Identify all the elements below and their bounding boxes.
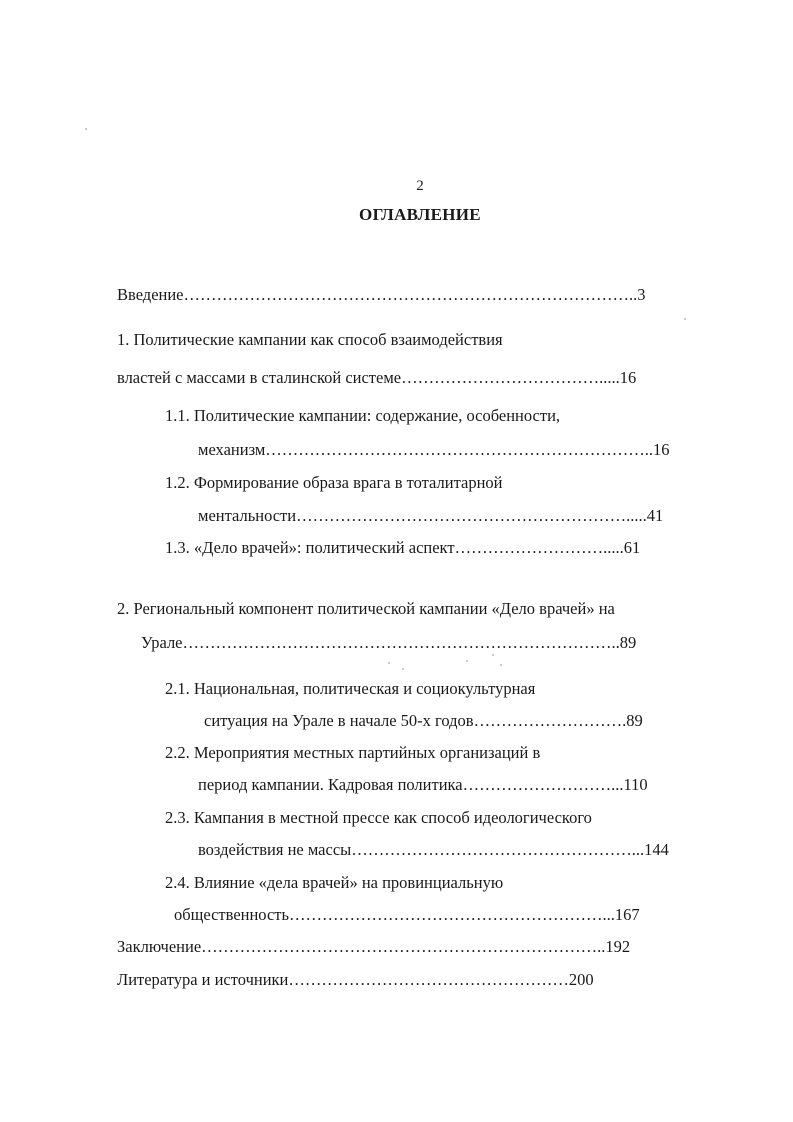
toc-entry-section-2-4-line-2: общественность…………………………………………………...167 <box>174 905 640 924</box>
page-title: ОГЛАВЛЕНИЕ <box>359 205 481 224</box>
toc-entry-section-2-1-line-2: ситуация на Урале в начале 50-х годов……………………….89 <box>204 711 643 730</box>
scan-speck <box>402 668 404 670</box>
toc-entry-chapter-1-line-1: 1. Политические кампании как способ взаимодействия <box>117 330 503 349</box>
toc-entry-section-2-3-line-1: 2.3. Кампания в местной прессе как способ идеологического <box>165 808 592 827</box>
toc-entry-section-2-2-line-2: период кампании. Кадровая политика………………………...110 <box>198 775 648 794</box>
toc-entry-section-1-3: 1.3. «Дело врачей»: политический аспект……………………….....61 <box>165 538 641 557</box>
scan-speck <box>466 660 468 662</box>
toc-entry-section-2-3-line-2: воздействия не массы……………………………………………...144 <box>198 840 669 859</box>
toc-entry-section-2-4-line-1: 2.4. Влияние «дела врачей» на провинциальную <box>165 873 504 892</box>
toc-entry-section-1-2-line-1: 1.2. Формирование образа врага в тоталитарной <box>165 473 503 492</box>
toc-entry-conclusion: Заключение………………………………………………………………..192 <box>117 937 631 956</box>
toc-entry-section-2-2-line-1: 2.2. Мероприятия местных партийных организаций в <box>165 743 541 762</box>
toc-entry-chapter-1-line-2: властей с массами в сталинской системе……………………………….....16 <box>117 368 637 387</box>
toc-entry-introduction: Введение………………………………………………………………………..3 <box>117 285 646 304</box>
toc-entry-chapter-2-line-2: Урале……………………………………………………………………..89 <box>141 633 637 652</box>
scan-speck <box>388 662 390 664</box>
scan-speck <box>85 128 87 130</box>
toc-entry-section-1-1-line-2: механизм……………………………………………………………..16 <box>198 440 670 459</box>
toc-entry-section-1-2-line-2: ментальности…………………………………………………….....41 <box>198 506 664 525</box>
scan-speck <box>684 318 686 320</box>
scan-speck <box>500 664 502 666</box>
page-number: 2 <box>416 178 424 194</box>
toc-entry-section-2-1-line-1: 2.1. Национальная, политическая и социокультурная <box>165 679 536 698</box>
toc-entry-section-1-1-line-1: 1.1. Политические кампании: содержание, особенности, <box>165 406 561 425</box>
toc-entry-literature: Литература и источники……………………………………………200 <box>117 970 594 989</box>
toc-entry-chapter-2-line-1: 2. Региональный компонент политической кампании «Дело врачей» на <box>117 599 615 618</box>
scan-speck <box>492 654 494 656</box>
